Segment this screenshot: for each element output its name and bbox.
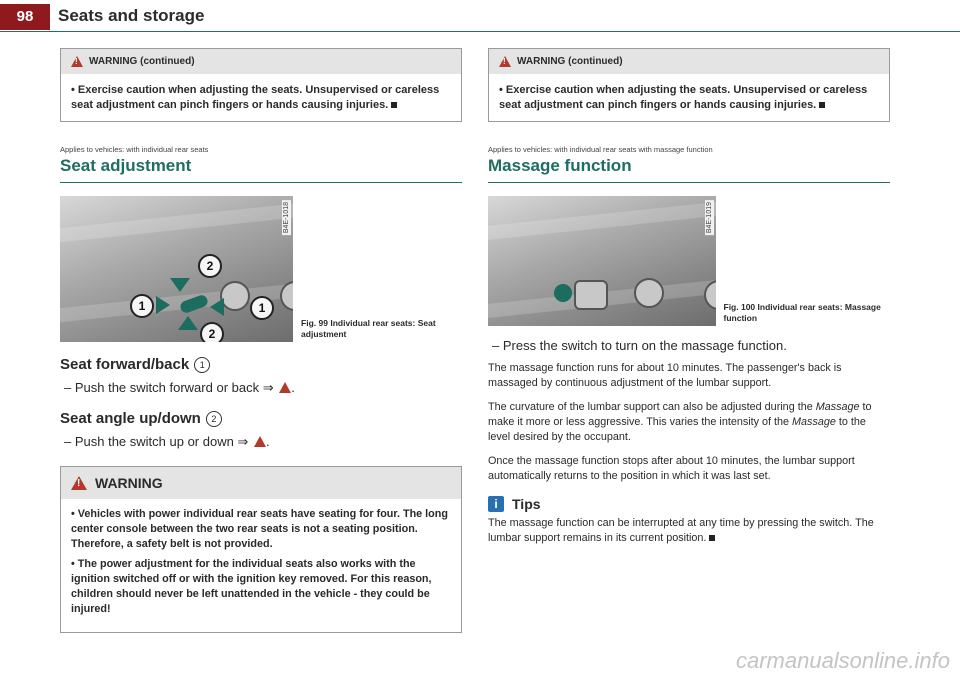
figure-code: B4E-1018: [283, 202, 291, 234]
arrow-up-icon: [178, 316, 198, 330]
tips-text: [488, 516, 890, 546]
callout-2-top: 2: [198, 254, 222, 278]
warning-triangle-icon: [279, 382, 291, 393]
figure-99: [60, 196, 462, 342]
warning-continued-body: Exercise caution when adjusting the seats. Unsupervised or careless seat adjustment can pinch fingers or hands causing injuries.: [71, 84, 440, 111]
callout-1-right: 1: [250, 296, 274, 320]
warning-continued-box: [60, 48, 462, 122]
warning-triangle-icon: [71, 476, 87, 490]
figure-caption: Fig. 100 Individual rear seats: Massage function: [723, 302, 881, 323]
text-run: to make it more or less aggressive. This varies the intensity of the: [488, 401, 872, 428]
warning-continued-box: [488, 48, 890, 122]
warning-continued-body: Exercise caution when adjusting the seats. Unsupervised or careless seat adjustment can pinch fingers or hands causing injuries.: [499, 84, 868, 111]
callout-1-left: 1: [130, 294, 154, 318]
step-press-switch: – Press the switch to turn on the massage function.: [492, 338, 787, 353]
end-marker-icon: [709, 535, 715, 541]
section-title: Massage function: [488, 156, 890, 183]
warning-triangle-icon: [499, 56, 511, 67]
text-run: to the level desired by the occupant.: [488, 416, 866, 443]
massage-switch: [554, 284, 572, 302]
warning-continued-head: [61, 49, 461, 74]
text-run: The curvature of the lumbar support can also be adjusted during the: [488, 401, 813, 413]
seat-adjustment-photo: [60, 196, 293, 342]
paragraph: [488, 400, 890, 445]
right-column: [488, 48, 890, 546]
text-emphasis: Massage: [815, 401, 860, 413]
step-angle: – Push the switch up or down ⇒ .: [64, 434, 270, 449]
step-text: – Push the switch up or down ⇒: [64, 434, 249, 449]
subheading-text: Seat forward/back: [60, 356, 190, 373]
applies-to-note: Applies to vehicles: with individual rear seats with massage function: [488, 145, 713, 154]
warning-triangle-icon: [71, 56, 83, 67]
end-marker-icon: [391, 102, 397, 108]
seat-knob: [220, 281, 250, 311]
seat-stitch-band: [60, 202, 293, 244]
info-icon: i: [488, 496, 504, 512]
step-text: – Push the switch forward or back ⇒: [64, 380, 274, 395]
warning-continued-text: • Exercise caution when adjusting the seats. Unsupervised or careless seat adjustment can pinch fingers or hands causing injuries.: [499, 84, 868, 111]
warning-triangle-icon: [254, 436, 266, 447]
seat-stitch-band: [488, 200, 716, 242]
tips-body: The massage function can be interrupted at any time by pressing the switch. The lumbar support remains in its current position.: [488, 517, 874, 544]
arrow-left-icon: [210, 298, 224, 316]
callout-ref: 1: [194, 357, 210, 373]
seat-knob: [634, 278, 664, 308]
warning-continued-text: • Exercise caution when adjusting the seats. Unsupervised or careless seat adjustment can pinch fingers or hands causing injuries.: [71, 84, 440, 111]
paragraph: The massage function runs for about 10 minutes. The passenger's back is massaged by continuous adjustment of the lumbar support.: [488, 362, 842, 389]
callout-ref: 2: [206, 411, 222, 427]
warning-label: WARNING: [95, 475, 163, 491]
figure-code: B4E-1019: [705, 202, 713, 234]
warning-continued-label: WARNING (continued): [517, 56, 623, 67]
subheading-text: Seat angle up/down: [60, 410, 201, 427]
page-header-title: Seats and storage: [58, 6, 205, 25]
section-title: Seat adjustment: [60, 156, 462, 183]
warning-paragraph: • Vehicles with power individual rear seats have seating for four. The long center console between the two rear seats is not a seating position. Therefore, a safety belt is not provided.: [71, 508, 448, 550]
paragraph: Once the massage function stops after about 10 minutes, the lumbar support automatically returns to the position in which it was last set.: [488, 455, 855, 482]
warning-paragraph: • The power adjustment for the individual seats also works with the ignition switched off or with the ignition key removed. For this reason, children should never be left unattended in the vehicle - they could be injured!: [71, 558, 432, 615]
body-text: [488, 361, 890, 484]
tips-heading: [488, 496, 890, 512]
watermark: carmanualsonline.info: [735, 648, 950, 673]
seat-control: [574, 280, 608, 310]
arrow-down-icon: [170, 278, 190, 292]
callout-2-bottom: 2: [200, 322, 224, 342]
warning-body: [61, 499, 461, 632]
page-number: 98: [0, 4, 50, 30]
end-marker-icon: [819, 102, 825, 108]
step-forward-back: – Push the switch forward or back ⇒ .: [64, 380, 295, 395]
text-emphasis: Massage: [792, 416, 836, 428]
tips-label: Tips: [512, 496, 541, 512]
arrow-right-icon: [156, 296, 170, 314]
header-divider: [0, 31, 960, 32]
warning-head: [61, 467, 461, 499]
applies-to-note: Applies to vehicles: with individual rear seats: [60, 145, 209, 154]
warning-box: [60, 466, 462, 633]
figure-caption: Fig. 99 Individual rear seats: Seat adjustment: [301, 318, 436, 339]
subheading-angle: [60, 410, 462, 427]
figure-100: [488, 196, 890, 326]
left-column: [60, 48, 462, 633]
massage-function-photo: [488, 196, 716, 326]
warning-continued-head: [489, 49, 889, 74]
subheading-forward-back: [60, 356, 462, 373]
warning-continued-label: WARNING (continued): [89, 56, 195, 67]
